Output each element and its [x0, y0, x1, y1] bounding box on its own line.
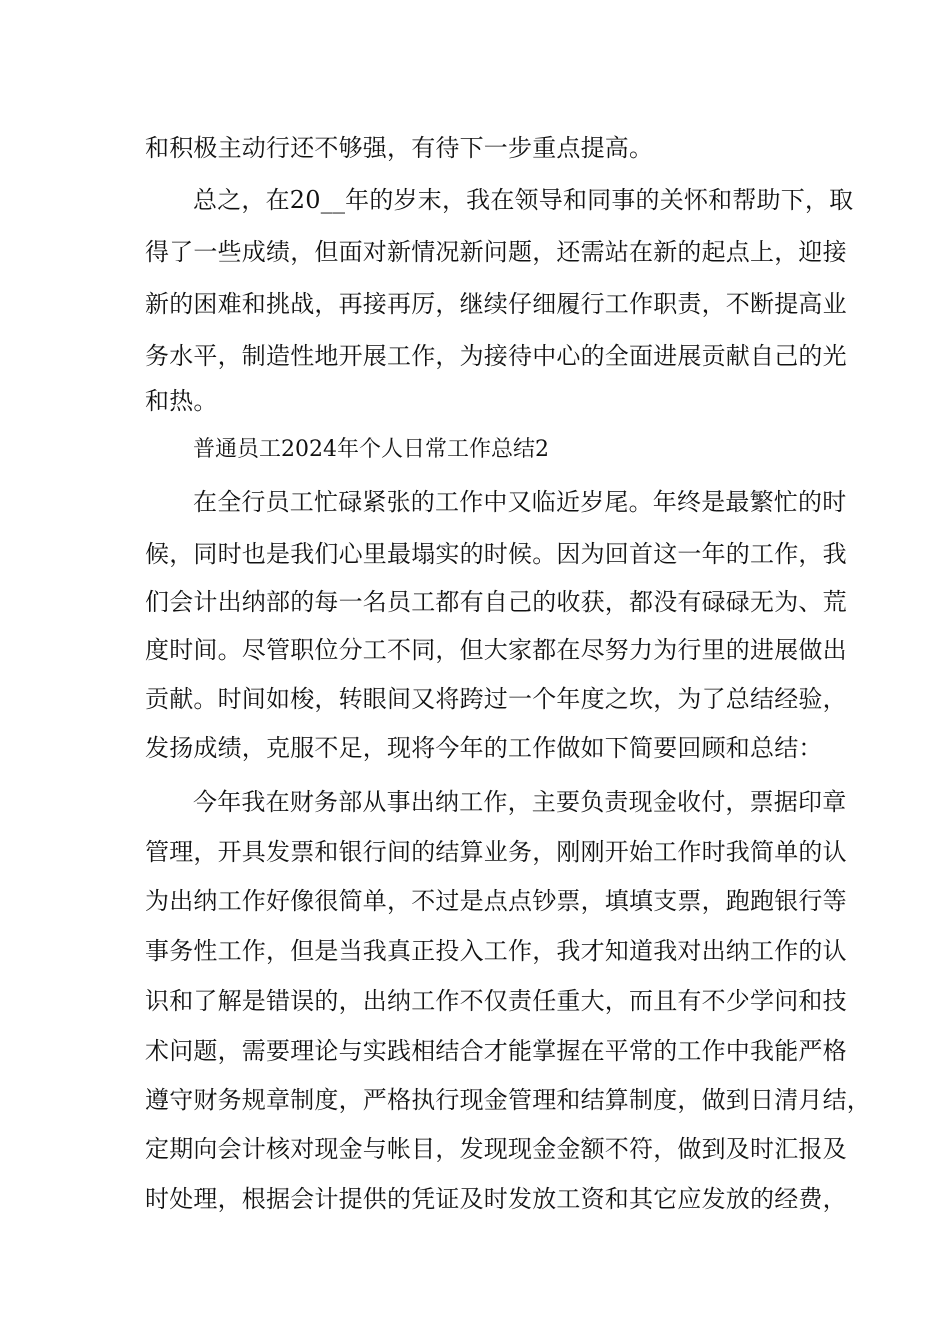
paragraph-line: 今年我在财务部从事出纳工作，主要负责现金收付，票据印章 [193, 788, 847, 816]
text-line: 新的困难和挑战，再接再厉，继续仔细履行工作职责，不断提高业 [145, 290, 847, 318]
text-line: 务水平，制造性地开展工作，为接待中心的全面进展贡献自己的光 [145, 342, 847, 370]
text-line: 贡献。时间如梭，转眼间又将跨过一个年度之坎，为了总结经验， [145, 685, 847, 713]
section-heading: 普通员工2024年个人日常工作总结2 [193, 437, 549, 462]
text-line: 定期向会计核对现金与帐目，发现现金金额不符，做到及时汇报及 [145, 1135, 847, 1163]
text-line: 事务性工作，但是当我真正投入工作，我才知道我对出纳工作的认 [145, 937, 847, 965]
text-line: 发扬成绩，克服不足，现将今年的工作做如下简要回顾和总结： [145, 734, 823, 762]
text-line: 和积极主动行还不够强，有待下一步重点提高。 [145, 134, 654, 162]
text-line: 们会计出纳部的每一名员工都有自己的收获，都没有碌碌无为、荒 [145, 588, 847, 616]
text-line: 和热。 [145, 387, 218, 415]
text-line: 管理，开具发票和银行间的结算业务，刚刚开始工作时我简单的认 [145, 838, 847, 866]
text-line: 为出纳工作好像很简单，不过是点点钞票，填填支票，跑跑银行等 [145, 887, 847, 915]
text-line: 度时间。尽管职位分工不同，但大家都在尽努力为行里的进展做出 [145, 636, 847, 664]
paragraph-line: 总之，在20__年的岁末，我在领导和同事的关怀和帮助下，取 [193, 186, 854, 214]
text-line: 术问题，需要理论与实践相结合才能掌握在平常的工作中我能严格 [145, 1037, 847, 1065]
text-line: 时处理，根据会计提供的凭证及时发放工资和其它应发放的经费， [145, 1185, 847, 1213]
text-line: 遵守财务规章制度，严格执行现金管理和结算制度，做到日清月结， [145, 1086, 871, 1114]
text-line: 识和了解是错误的，出纳工作不仅责任重大，而且有不少学问和技 [145, 987, 847, 1015]
paragraph-line: 在全行员工忙碌紧张的工作中又临近岁尾。年终是最繁忙的时 [193, 488, 847, 516]
text-line: 得了一些成绩，但面对新情况新问题，还需站在新的起点上，迎接 [145, 238, 847, 266]
text-line: 候，同时也是我们心里最塌实的时候。因为回首这一年的工作，我 [145, 540, 847, 568]
